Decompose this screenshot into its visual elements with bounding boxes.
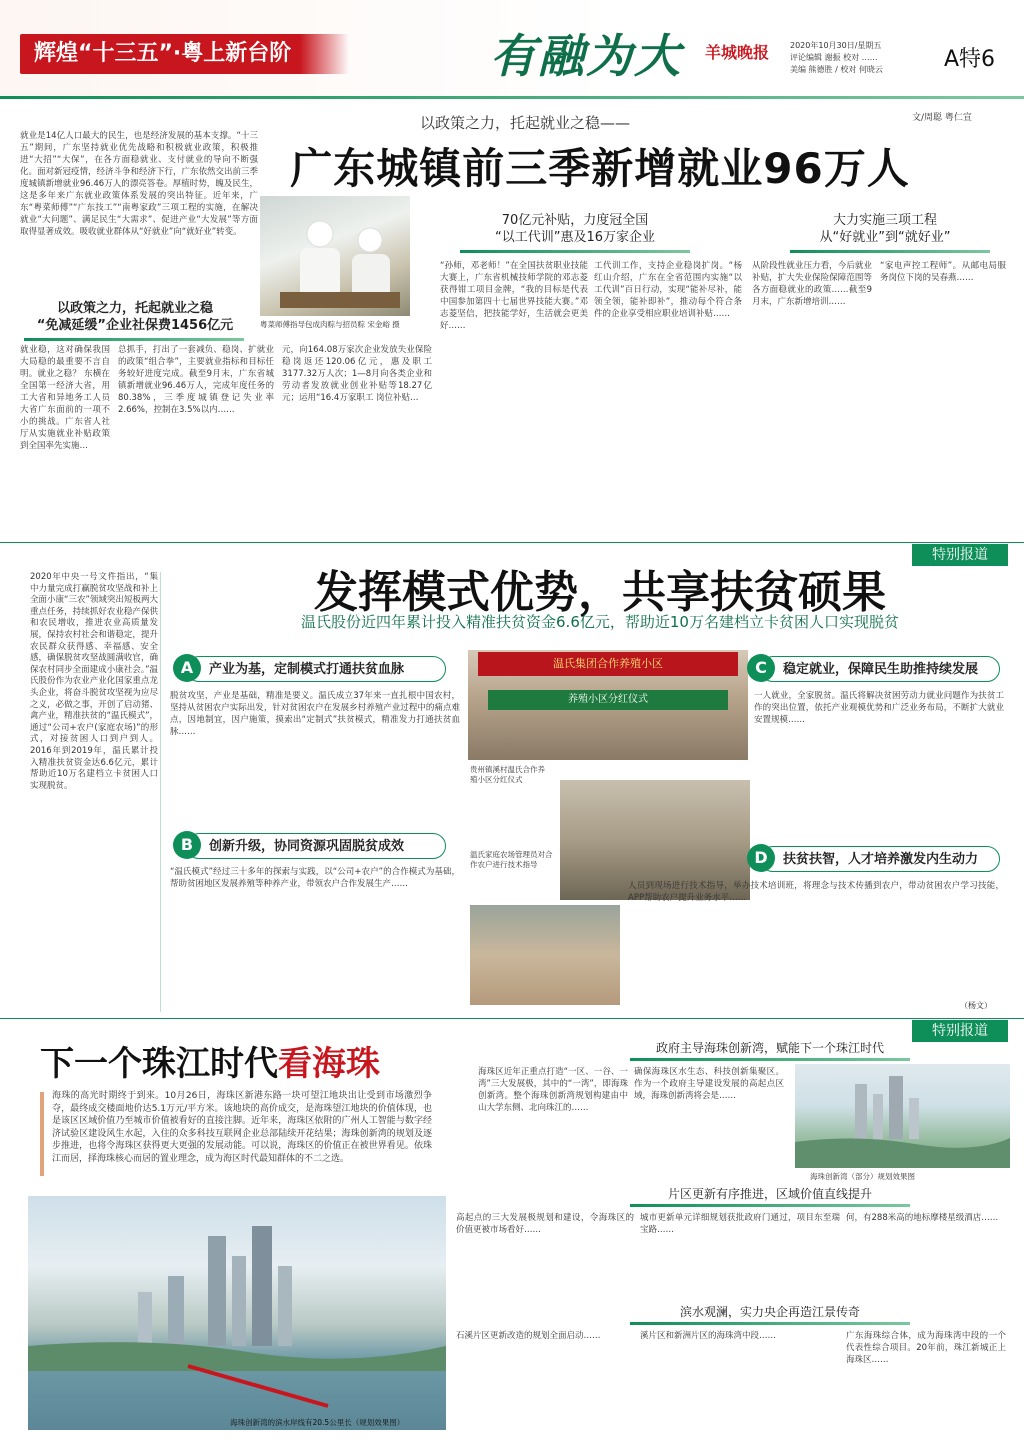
- article1-subhead-c: 大力实施三项工程 从“好就业”到“就好业”: [819, 213, 951, 245]
- article3-col3: 高起点的三大发展极规划和建设，令海珠区的价值更被市场看好……: [456, 1213, 634, 1235]
- part-d-text: 人员到现场进行技术指导，举办技术培训班，将理念与技术传播到农户，带动贫困农户学习技能，APP帮助农户提升业务水平……: [628, 881, 1004, 903]
- waterfront-skyline: [28, 1196, 446, 1430]
- part-c-badge: C: [747, 654, 775, 682]
- article3-headline-black: 下一个珠江时代: [40, 1044, 278, 1084]
- article3-subhead-2: 片区更新有序推进，区域价值直线提升: [667, 1187, 872, 1201]
- render-caption: 海珠创新湾（部分）规划效果图: [810, 1172, 915, 1181]
- chefs-photo: [260, 196, 410, 316]
- page-number: A特6: [944, 47, 996, 72]
- coop-photo-caption: 贵州镇溪村温氏合作养殖小区分红仪式: [470, 765, 545, 784]
- article3-headline: [40, 1036, 380, 1085]
- subhead-b-rule: [460, 250, 690, 253]
- article3-col1: 海珠区近年正重点打造“一区、一谷、一湾”三大发展极，其中的“一湾”，即海珠创新湾。整个海珠创新湾规划构建由中山大学东侧、北向珠江的……: [478, 1067, 628, 1113]
- article3-headline-red: 看海珠: [278, 1044, 380, 1084]
- waterfront-caption: 海珠创新湾的滨水岸线有20.5公里长（规划效果图）: [230, 1418, 405, 1427]
- article1-col1: 就业稳，这对确保我国大局稳的最重要不言自明。就业之稳？ 东横在全国第一经济大省，用工大省和异地务工人员大省广东面前的一项不小的挑战。广东省人社厅从实施就业补贴政策到全国率先实施…: [20, 345, 110, 451]
- part-d-title: 扶贫扶智，人才培养激发内生动力: [783, 852, 979, 867]
- sidebar-divider: [160, 572, 161, 1012]
- subhead-a-rule: [24, 338, 244, 341]
- coop-sign-photo: [468, 650, 748, 760]
- waterfront-render: [28, 1196, 446, 1430]
- part-d-badge: D: [747, 844, 775, 872]
- section-calligraphy-title: 有融为大: [490, 29, 682, 83]
- part-c-text: 一人就业，全家脱贫。温氏将解决贫困劳动力就业问题作为扶贫工作的突出位置，依托产业观模优势和广泛业务布局，不断扩大就业安置规模……: [754, 691, 1004, 725]
- article3-col8: 广东海珠综合体，成为海珠湾中段的一个代表性综合项目。20年前，珠江新城正上海珠区……: [846, 1331, 1006, 1365]
- article1-kicker: 以政策之力，托起就业之稳——: [420, 114, 631, 132]
- part-a-title: 产业为基，定制模式打通扶贫血脉: [209, 662, 405, 677]
- article3-subhead-3: 滨水观澜，实力央企再造江景传奇: [679, 1305, 860, 1319]
- article1-col6: 从阶段性就业压力看，今后就业补贴，扩大失业保险保障范围等各方面稳就业的政策……截至9月末，广东新增培训……: [752, 261, 872, 307]
- special-report-tag-3: [912, 1020, 1008, 1042]
- article3-col5: 何，有288米高的地标摩楼星级酒店……: [846, 1213, 999, 1223]
- series-slogan: 辉煌“十三五”·粤上新台阶: [20, 34, 310, 74]
- article2-headline: 发挥模式优势，共享扶贫硕果: [314, 567, 886, 618]
- special-report-tag-3-label: 特别报道: [932, 1023, 988, 1039]
- intro-bracket: [40, 1092, 44, 1176]
- coop-sign: 温氏集团合作养殖小区: [478, 652, 738, 676]
- slogan-fade: [300, 34, 350, 74]
- masthead-rule: [0, 96, 1024, 99]
- part-d-header: [754, 846, 1000, 872]
- article1-lead: 就业是14亿人口最大的民生，也是经济发展的基本支撑。“十三五”期间，广东坚持就业优先战略和积极就业政策，积极推进“大招”“大保”，在各方面稳就业、支付就业的导向不断强化。面对新冠疫情，经济斗争和经济下行，广东依然交出前三季度城镇新增就业96.46万人的漂亮答卷。厚植时势，魄及民生，这是多年来广东就业政策体系发展的突出特征。近年来，广东“粤菜师傅”“广东技工”“南粤家政”三项工程的实施，在解决就业“大问题”、满足民生“大需求”、促进产业“大发展”等方面取得显著成效。吸收就业群体从“好就业”向“就好业”转变。: [20, 131, 258, 237]
- editor-line-1: 评论编辑 谢振 校对 ……: [790, 53, 878, 62]
- part-a-header: [180, 656, 446, 682]
- subhead-1-rule: [630, 1058, 910, 1061]
- article1-col3: 元，向164.08万家次企业发放失业保险稳岗返还120.06亿元，惠及职工3177.32万人次；1—8月向各类企业和劳动者发放就业创业补贴等18.27亿元；运用“16.4万家职工 岗位补贴…: [282, 345, 432, 403]
- article1-byline: 文/周聪 粤仁宣: [912, 113, 972, 123]
- coop-banner: 养殖小区分红仪式: [488, 690, 728, 710]
- editor-line-2: 美编 熊德胜 / 校对 何晓云: [790, 65, 883, 74]
- newspaper-logo: 羊城晚报: [705, 43, 770, 62]
- part-c-title: 稳定就业，保障民生助推持续发展: [783, 662, 979, 677]
- article1-col5: 工代训工作，支持企业稳岗扩岗。“杨红山介绍，广东在全省范围内实施“以工代训”百日行动，实现“能补尽补，能领全领，能补即补”，推动每个符合条件的企业享受相应职业培训补贴……: [594, 261, 742, 319]
- article1-headline: 广东城镇前三季新增就业96万人: [290, 144, 910, 193]
- render-skyline: [795, 1064, 1010, 1168]
- issue-meta: [790, 40, 940, 76]
- chefs-photo-caption: 粤菜师傅指导包成肉粽与招员粽 宋金峪 摄: [260, 320, 400, 329]
- article3-col7: 溪片区和新洲片区的海珠湾中段……: [640, 1331, 777, 1341]
- issue-date: 2020年10月30日/星期五: [790, 41, 882, 50]
- part-b-header: [180, 833, 446, 859]
- article3-col2: 确保海珠区水生态、科技创新集聚区。作为一个政府主导建设发展的高起点区域，海珠创新湾将会是……: [634, 1067, 784, 1101]
- pigs-photo: [470, 905, 620, 1005]
- part-b-badge: B: [173, 831, 201, 859]
- innovation-bay-render: [795, 1064, 1010, 1168]
- article1-divider: [0, 542, 1024, 543]
- article2-subhead: 温氏股份近四年累计投入精准扶贫资金6.6亿元，帮助近10万名建档立卡贫困人口实现脱贫: [301, 613, 899, 631]
- farmers-photo-caption: 温氏家庭农场管理员对合作农户进行技术指导: [470, 850, 553, 869]
- part-a-badge: A: [173, 654, 201, 682]
- article3-col4: 城市更新单元详细规划获批政府门通过，项目东至瑞宝路……: [640, 1213, 840, 1235]
- subhead-3-rule: [630, 1322, 910, 1325]
- article1-col7: “家电声控工程师”。从邮电局服务岗位下岗的吴春燕……: [880, 261, 1006, 283]
- part-a-text: 脱贫攻坚，产业是基础，精准是要义。温氏成立37年来一直扎根中国农村，坚持从贫困农户实际出发，针对贫困农户在发展乡村养殖产业过程中的痛点难点，因地制宜，因户施策，摸索出“定制式”扶贫模式，精准发力打通扶贫血脉……: [170, 691, 460, 737]
- part-b-text: “温氏模式”经过三十多年的探索与实践，以“公司+农户”的合作模式为基础，帮助贫困地区发展养殖等种养产业，带领农户合作发展生产……: [170, 867, 460, 889]
- special-report-tag-2: 特别报道: [912, 544, 1008, 566]
- subhead-2-rule: [630, 1204, 910, 1207]
- article3-intro: 海珠的高光时期终于到来。10月26日，海珠区新港东路一块可望江地块出让受到市场激烈争夺，最终成交楼面地价达5.1万元/平方米。该地块的高价成交，是海珠望江地块的价值体现，也是该区区域价值乃至城市价值被看好的直接注脚。近年来，海珠区依附的广州人工智能与数字经济试验区建设风生水起，入住的众多科技互联网企业总部陆续开花结果；海珠创新湾的规划及逐步推进，也将令海珠区获得更大更强的发展动能。可以说，海珠区的价值正在被世界看见。依珠江而居，择海珠核心而居的置业理念，成为海区时代最知群体的不二之选。: [52, 1091, 432, 1164]
- article3-subhead-1: 政府主导海珠创新湾，赋能下一个珠江时代: [655, 1041, 884, 1055]
- article3-col6: 石溪片区更新改造的规划全面启动……: [456, 1331, 601, 1341]
- part-b-title: 创新升级，协同资源巩固脱贫成效: [209, 839, 405, 854]
- subhead-c-rule: [790, 250, 990, 253]
- article1-subhead-b: 70亿元补贴，力度冠全国 “以工代训”惠及16万家企业: [494, 213, 655, 245]
- part-c-header: [755, 656, 1000, 682]
- article1-col4: “孙师，邓老师！”在全国扶贫职业技能大赛上，广东省机械技师学院的邓志菱获得钳工项目金牌，“我的目标是代表中国参加第四十七届世界技能大赛。”邓志菱坚信，把技能学好，生活就会更美好……: [440, 261, 588, 331]
- article1-col2: 总抓手，打出了一套减负、稳岗、扩就业的政策“组合拳”，主要就业指标和目标任务较好进度完成。截至9月末，广东省城镇新增就业96.46万人，完成年度任务的80.38%，三季度城镇登记失业率2.66%，控制在3.5%以内……: [118, 345, 274, 415]
- article2-divider: [0, 1018, 1024, 1019]
- article2-sidebar: 2020年中央一号文件指出，“集中力量完成打赢脱贫攻坚战和补上全面小康“三农”领域突出短板两大重点任务，持续抓好农业稳产保供和农民增收，推进农业高质量发展，保持农村社会和谐稳定，提升农民群众获得感、幸福感、安全感，确保脱贫攻坚战圆满收官，确保农村同步全面建成小康社会。”温氏股份作为农业产业化国家重点龙头企业，将奋斗脱贫攻坚视为应尽之义，必做之事，开创了启动猪、禽产业，精准扶贫的“温氏模式”，通过“公司+农户(家庭农场)”的形式，对接贫困人口到户到人。2016年到2019年，温氏累计投入精准扶贫资金达6.6亿元，累计帮助近10万名建档立卡贫困人口实现脱贫。: [30, 572, 158, 791]
- article2-byline: （杨文）: [960, 1001, 992, 1010]
- chefs-illustration: [260, 196, 410, 316]
- article1-subhead-a: 以政策之力，托起就业之稳 “免减延缓”企业社保费1456亿元: [36, 301, 234, 333]
